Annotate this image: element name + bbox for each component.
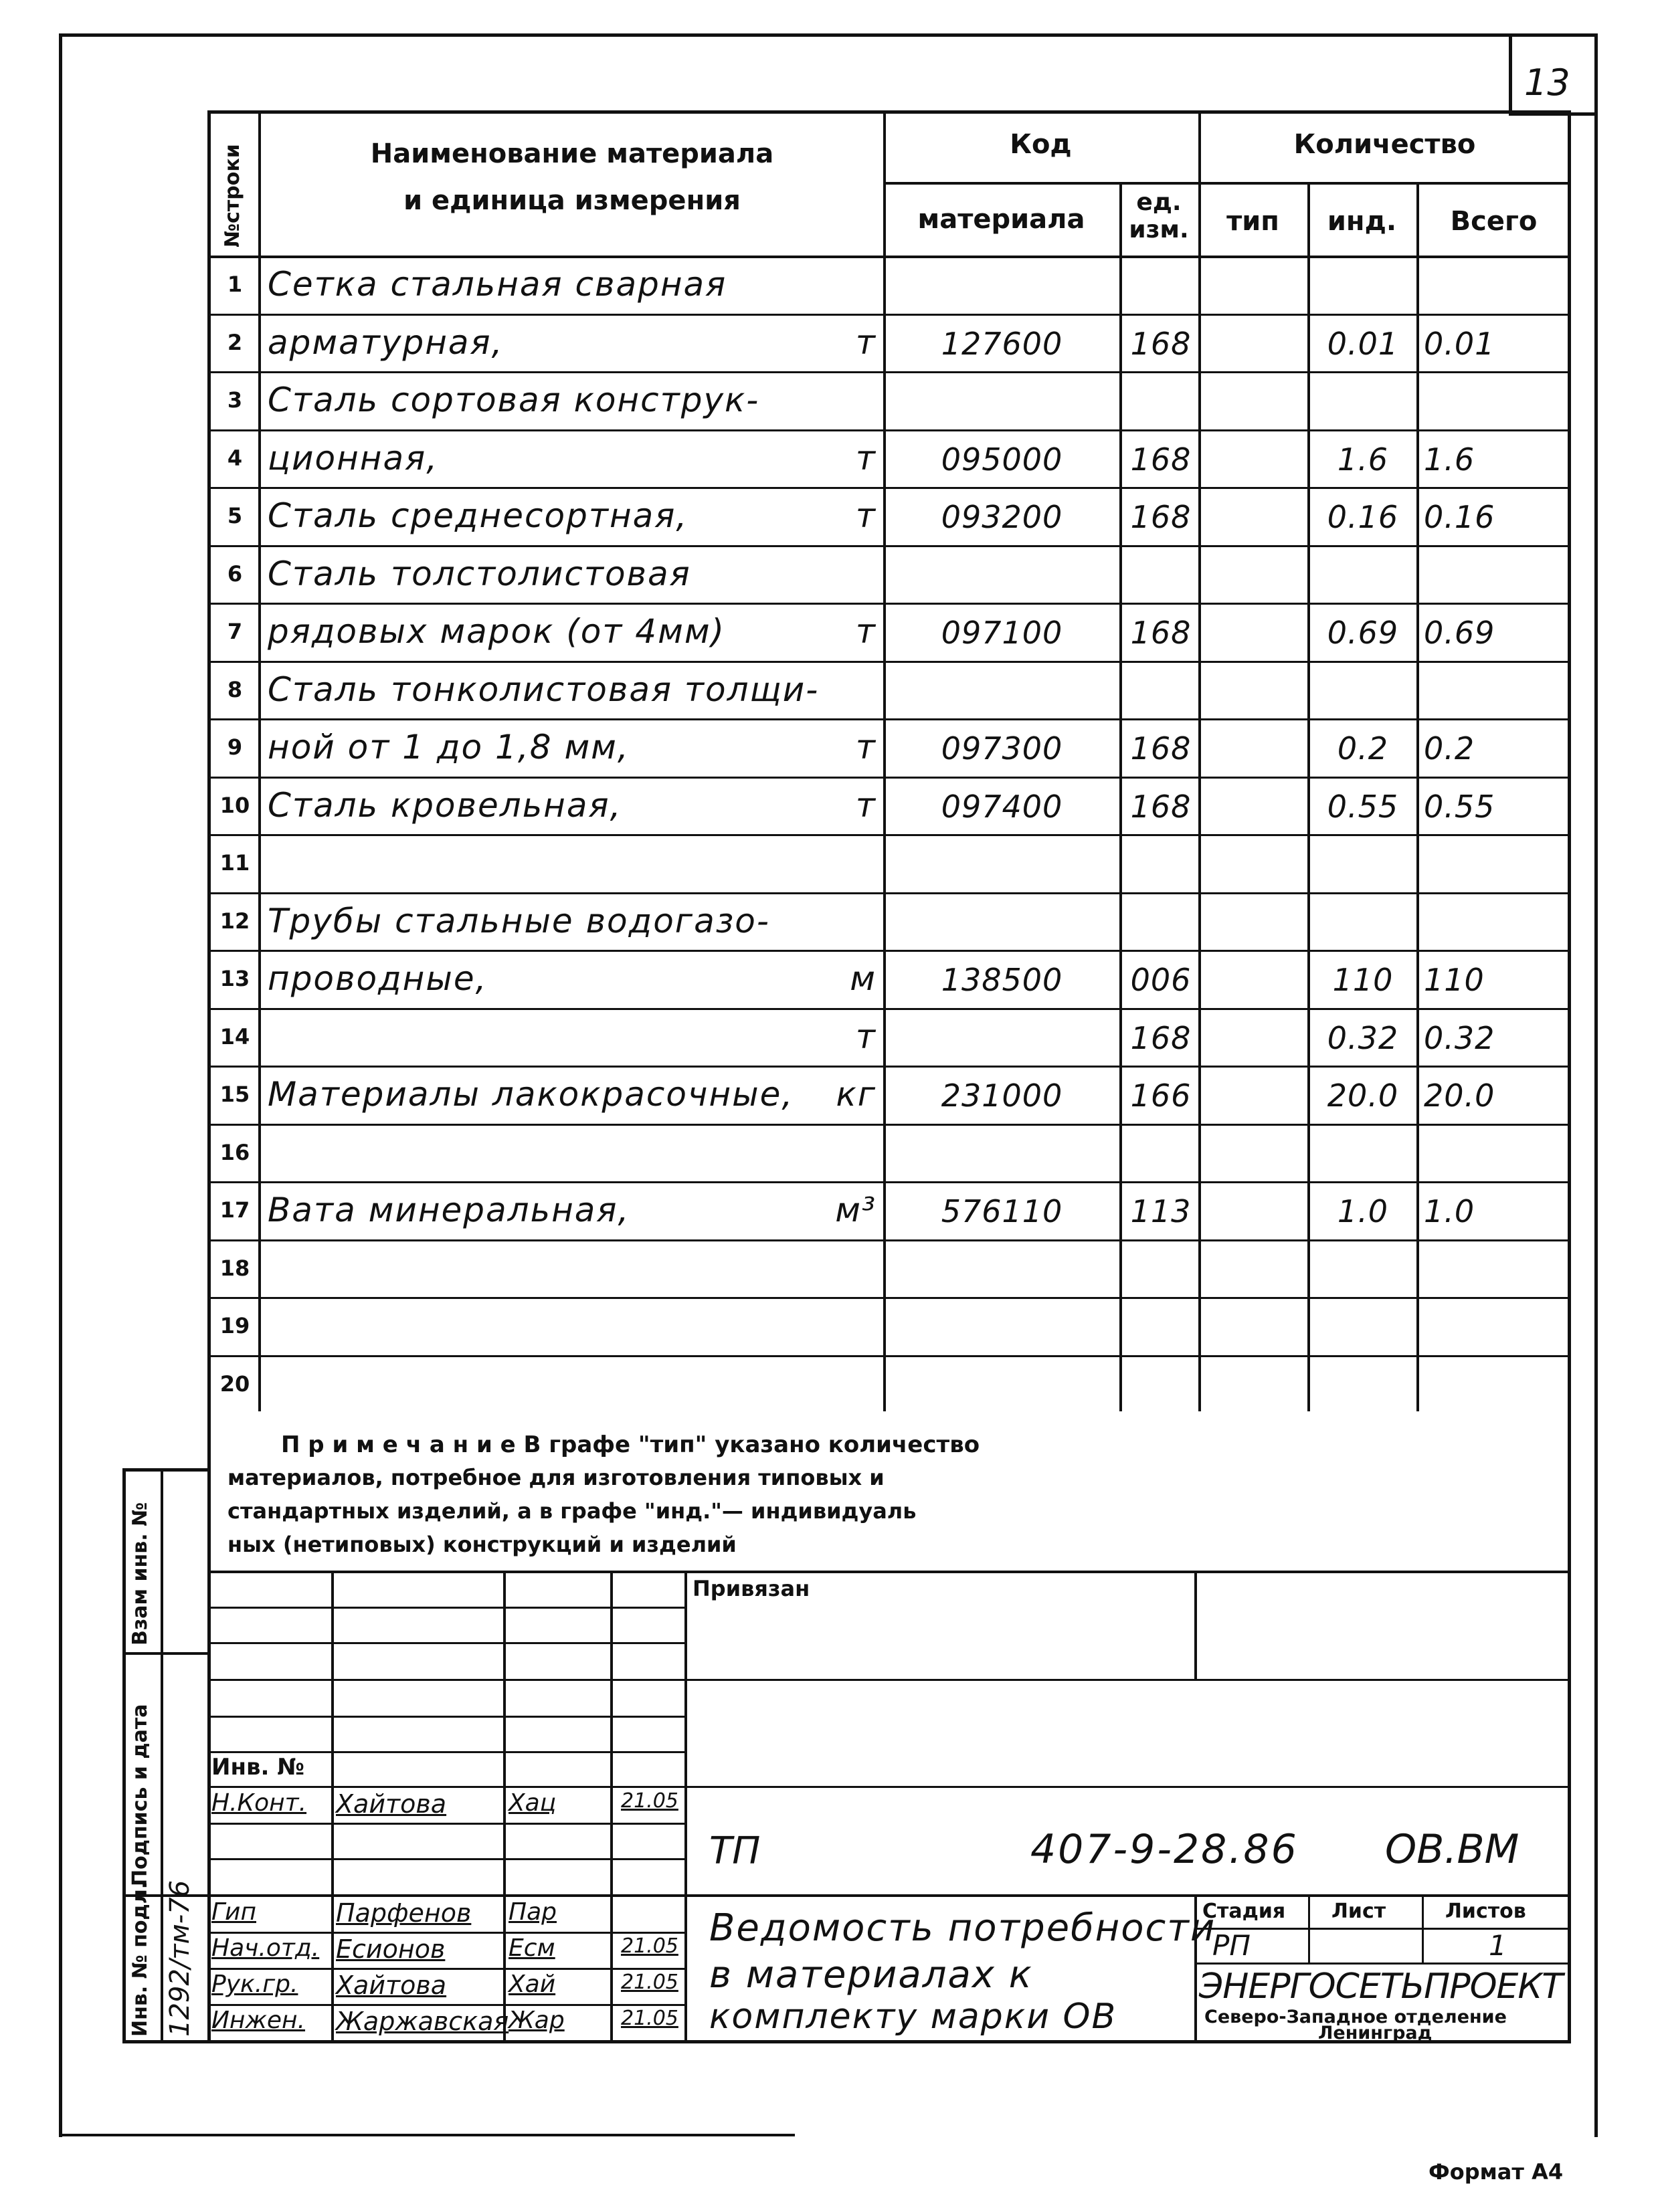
code-material-header: материала — [917, 204, 1085, 235]
code-prefix: ТП — [709, 1829, 761, 1873]
table-row — [0, 371, 1660, 429]
material-code: 097400 — [941, 788, 1063, 825]
material-name: Сталь сортовая конструк- — [268, 381, 760, 419]
org-name: ЭНЕРГОСЕТЬПРОЕКТ — [1199, 1967, 1563, 2007]
material-name: рядовых марок (от 4мм) — [268, 612, 726, 651]
sheet-number: 13 — [1524, 62, 1570, 104]
material-code: 127600 — [941, 325, 1063, 362]
table-row — [0, 1297, 1660, 1355]
table-row — [0, 545, 1660, 603]
qty-ind-header: инд. — [1327, 206, 1397, 237]
signer-date: 21.05 — [621, 1971, 678, 1994]
qty-ind: 1.0 — [1337, 1193, 1389, 1229]
qty-ind: 0.2 — [1337, 730, 1389, 767]
material-code: 231000 — [941, 1078, 1063, 1114]
unit: т — [855, 1017, 877, 1056]
qty-total: 20.0 — [1424, 1078, 1495, 1114]
signer-signature: Хай — [509, 1971, 556, 1998]
qty-total: 1.0 — [1424, 1193, 1475, 1229]
qty-total: 0.69 — [1424, 615, 1495, 651]
table-row — [0, 1124, 1660, 1182]
row-number: 14 — [219, 1023, 250, 1049]
table-row — [0, 1008, 1660, 1066]
unit-code: 168 — [1130, 615, 1192, 651]
inv-podl-label: Инв. № подл. — [128, 1881, 152, 2037]
row-number: 7 — [227, 619, 243, 644]
qty-ind: 0.55 — [1327, 788, 1399, 825]
bound-label: Привязан — [693, 1576, 810, 1601]
quantity-header: Количество — [1293, 129, 1476, 160]
org-sub-1: Северо-Западное отделение — [1204, 2007, 1507, 2027]
qty-ind: 0.01 — [1327, 325, 1399, 362]
qty-ind: 110 — [1332, 962, 1394, 998]
material-name: Сталь среднесортная, — [268, 496, 688, 535]
stamp-top-line — [207, 1571, 1571, 1573]
unit: м — [850, 959, 877, 998]
unit: т — [855, 496, 877, 535]
sheet-label: Лист — [1331, 1900, 1386, 1923]
row-number: 9 — [227, 734, 243, 760]
material-name: ционная, — [268, 438, 439, 478]
signer-signature: Хац — [509, 1789, 557, 1817]
row-number-header: №строки — [221, 144, 244, 247]
material-name: арматурная, — [268, 322, 504, 362]
signer-role: Рук.гр. — [211, 1971, 298, 1998]
unit-code: 168 — [1130, 325, 1192, 362]
row-number: 5 — [227, 503, 243, 528]
podpis-label: Подпись и дата — [128, 1704, 152, 1886]
qty-ind: 1.6 — [1337, 441, 1389, 478]
signer-name: Жаржавская — [336, 2007, 509, 2036]
signer-date: 21.05 — [621, 2007, 678, 2030]
row-number: 17 — [219, 1197, 250, 1223]
row-number: 1 — [227, 272, 243, 297]
table-row — [0, 777, 1660, 835]
unit: т — [855, 322, 877, 362]
material-code: 576110 — [941, 1193, 1063, 1229]
qty-ind: 20.0 — [1327, 1078, 1399, 1114]
stamp-stage-line-2 — [1194, 1963, 1571, 1965]
table-row — [0, 892, 1660, 950]
row-number: 13 — [219, 966, 250, 991]
code-header: Код — [1010, 129, 1072, 160]
qty-total: 1.6 — [1424, 441, 1475, 478]
row-number: 4 — [227, 445, 243, 471]
stage-label: Стадия — [1202, 1900, 1286, 1923]
row-number: 8 — [227, 676, 243, 702]
material-name: Материалы лакокрасочные, — [268, 1075, 794, 1114]
stamp-row-4 — [207, 1716, 684, 1718]
material-name: Сталь толстолистовая — [268, 554, 691, 593]
inv-label: Инв. № — [211, 1754, 305, 1781]
stamp-row-3 — [207, 1679, 1571, 1681]
stamp-row-2 — [207, 1642, 684, 1644]
unit-code: 168 — [1130, 1019, 1192, 1056]
note-line-2: материалов, потребное для изготовления типовых и — [227, 1465, 885, 1490]
qty-total: 0.2 — [1424, 730, 1475, 767]
inv-podl-value: 1292/тм-76 — [165, 1880, 195, 2037]
material-name: Трубы стальные водогазо- — [268, 901, 770, 940]
qty-ind: 0.32 — [1327, 1019, 1399, 1056]
code-suffix: ОВ.ВМ — [1385, 1826, 1519, 1873]
row-number: 6 — [227, 561, 243, 587]
row-number: 12 — [219, 908, 250, 934]
bottom-partial-line — [59, 2134, 795, 2136]
qty-total: 0.32 — [1424, 1019, 1495, 1056]
material-code: 093200 — [941, 499, 1063, 535]
stamp-row-9 — [207, 1894, 1571, 1897]
stamp-row-10 — [207, 1932, 684, 1934]
code-unit-header: ед. изм. — [1129, 189, 1189, 244]
table-row — [0, 834, 1660, 892]
stamp-row-6 — [207, 1786, 1571, 1788]
qty-ind: 0.69 — [1327, 615, 1399, 651]
table-row — [0, 1066, 1660, 1124]
note-line-1: П р и м е ч а н и е В графе "тип" указано количество — [281, 1431, 980, 1458]
unit-code: 006 — [1130, 962, 1192, 998]
signer-date: 21.05 — [621, 1934, 678, 1958]
material-name: Сталь кровельная, — [268, 785, 622, 825]
unit-code: 113 — [1130, 1193, 1192, 1229]
signer-name: Парфенов — [336, 1898, 472, 1928]
material-name: Сетка стальная сварная — [268, 265, 727, 304]
signer-signature: Пар — [509, 1898, 557, 1926]
signer-role: Нач.отд. — [211, 1934, 320, 1962]
material-code: 095000 — [941, 441, 1063, 478]
table-row — [0, 718, 1660, 777]
signer-date: 21.05 — [621, 1789, 678, 1813]
code-number: 407-9-28.86 — [1030, 1826, 1299, 1873]
vzam-label: Взам инв. № — [128, 1502, 152, 1645]
unit: м³ — [835, 1191, 877, 1229]
stamp-row-12 — [207, 2004, 684, 2006]
unit: т — [855, 438, 877, 478]
doc-title-line-3: комплекту марки ОВ — [709, 1997, 1117, 2037]
material-name: проводные, — [268, 959, 488, 998]
qty-ind: 0.16 — [1327, 499, 1399, 535]
stamp-row-8 — [207, 1858, 684, 1860]
doc-title-line-2: в материалах к — [709, 1953, 1033, 1997]
org-sub-2: Ленинград — [1318, 2023, 1433, 2043]
stamp-row-11 — [207, 1968, 684, 1970]
row-number: 11 — [219, 850, 250, 876]
stamp-col-d — [684, 1571, 687, 2043]
note-line-3: стандартных изделий, а в графе "инд."— индивидуаль — [227, 1498, 917, 1524]
unit-code: 168 — [1130, 441, 1192, 478]
table-row — [0, 256, 1660, 314]
format-label: Формат А4 — [1428, 2159, 1564, 2185]
signer-role: Инжен. — [211, 2007, 306, 2034]
qty-total: 110 — [1424, 962, 1485, 998]
unit: т — [855, 612, 877, 651]
stamp-row-5 — [207, 1751, 684, 1753]
signer-name: Хайтова — [336, 1971, 447, 2000]
material-code: 138500 — [941, 962, 1063, 998]
row-number: 20 — [219, 1371, 250, 1397]
row-number: 3 — [227, 387, 243, 413]
unit-code: 166 — [1130, 1078, 1192, 1114]
row-number: 2 — [227, 329, 243, 355]
row-number: 16 — [219, 1139, 250, 1165]
table-row — [0, 1181, 1660, 1239]
unit: кг — [836, 1075, 877, 1114]
row-number: 15 — [219, 1082, 250, 1107]
sheets-label: Листов — [1445, 1900, 1526, 1923]
signer-role: Гип — [211, 1898, 256, 1926]
sheets-value: 1 — [1489, 1929, 1507, 1962]
side-line-1 — [122, 1652, 207, 1655]
signer-signature: Есм — [509, 1934, 555, 1962]
stamp-col-e — [1194, 1571, 1197, 1681]
stage-value: РП — [1212, 1929, 1251, 1962]
note-line-4: ных (нетиповых) конструкций и изделий — [227, 1532, 737, 1557]
qty-type-header: тип — [1226, 206, 1279, 237]
row-number: 18 — [219, 1255, 250, 1281]
row-number: 10 — [219, 792, 250, 818]
table-row — [0, 950, 1660, 1008]
side-split-line — [161, 1468, 163, 2043]
stamp-row-7 — [207, 1823, 684, 1825]
table-row — [0, 487, 1660, 545]
material-name: ной от 1 до 1,8 мм, — [268, 728, 630, 767]
qty-total-header: Всего — [1450, 206, 1538, 237]
name-header: Наименование материала и единица измерения — [370, 138, 774, 216]
table-row — [0, 661, 1660, 719]
table-row — [0, 314, 1660, 372]
qty-total: 0.01 — [1424, 325, 1495, 362]
table-row — [0, 1355, 1660, 1413]
unit-code: 168 — [1130, 499, 1192, 535]
stamp-row-1 — [207, 1607, 684, 1609]
row-number: 19 — [219, 1313, 250, 1338]
table-row — [0, 603, 1660, 661]
material-code: 097100 — [941, 615, 1063, 651]
doc-title-line-1: Ведомость потребности — [709, 1906, 1216, 1950]
unit: т — [855, 728, 877, 767]
unit-code: 168 — [1130, 788, 1192, 825]
stamp-stage-line-1 — [1194, 1928, 1571, 1930]
table-row — [0, 429, 1660, 488]
qty-total: 0.55 — [1424, 788, 1495, 825]
signer-name: Хайтова — [336, 1789, 447, 1819]
unit: т — [855, 785, 877, 825]
signer-signature: Жар — [509, 2007, 565, 2034]
table-row — [0, 1239, 1660, 1298]
material-code: 097300 — [941, 730, 1063, 767]
signer-name: Есионов — [336, 1934, 446, 1964]
unit-code: 168 — [1130, 730, 1192, 767]
signer-role: Н.Конт. — [211, 1789, 307, 1817]
material-name: Сталь тонколистовая толщи- — [268, 670, 820, 709]
material-name: Вата минеральная, — [268, 1191, 630, 1229]
header-sub-line — [883, 182, 1571, 185]
qty-total: 0.16 — [1424, 499, 1495, 535]
